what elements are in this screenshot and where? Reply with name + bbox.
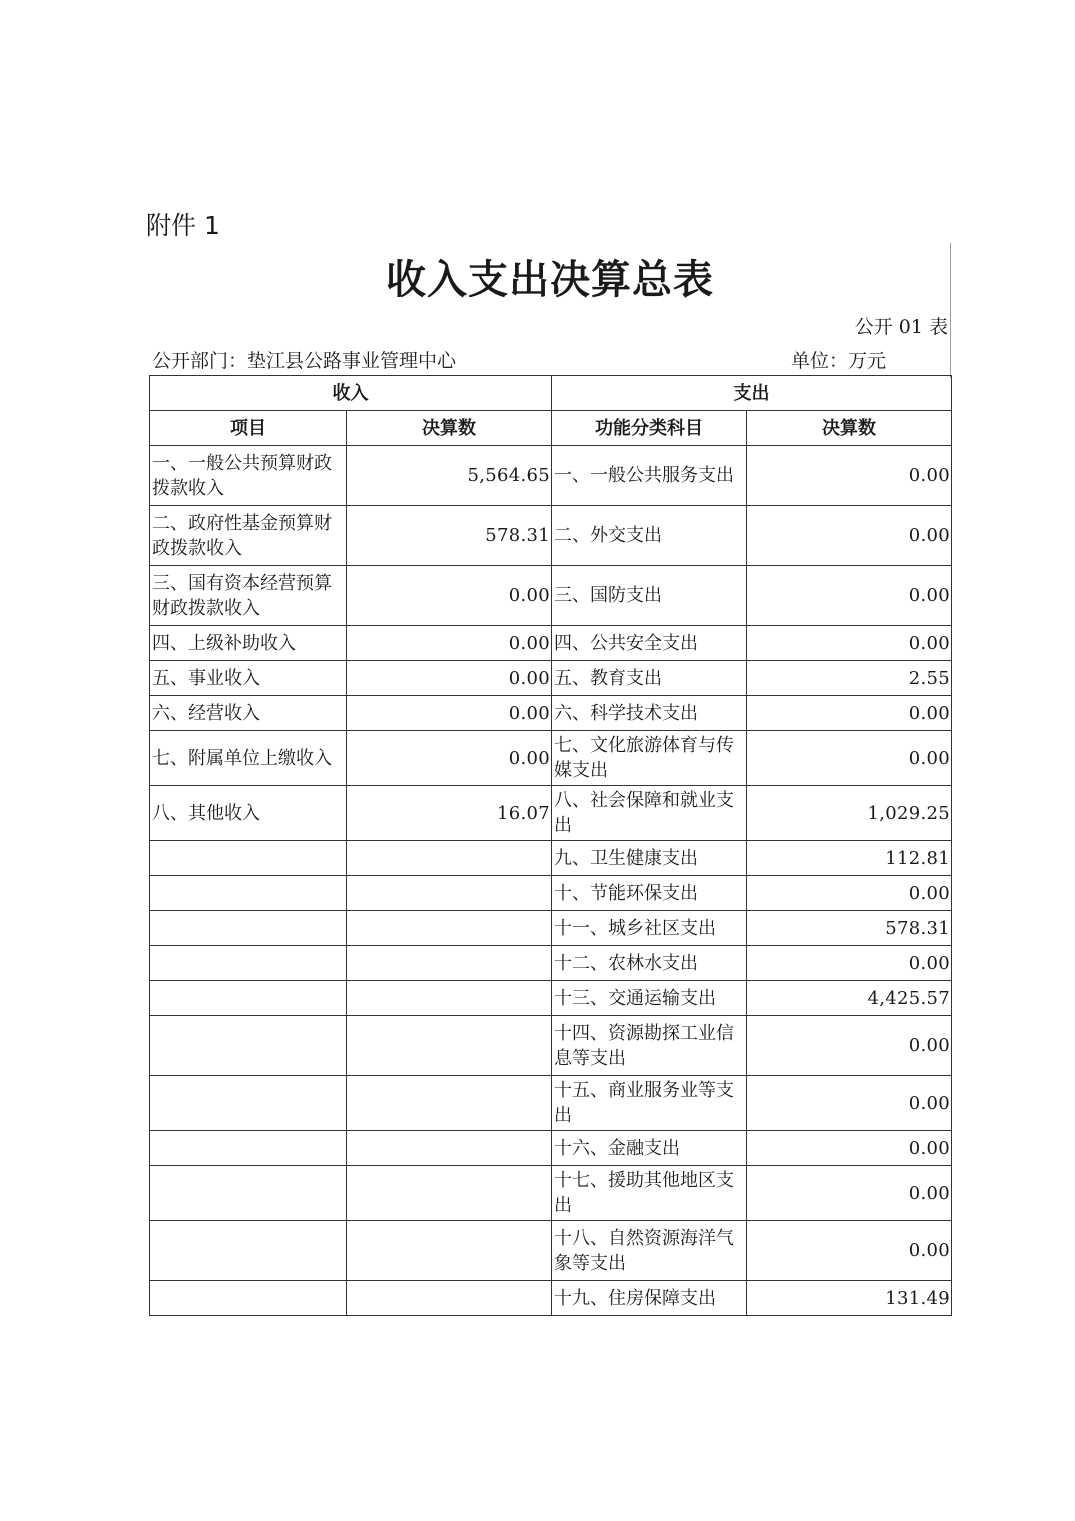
income-item-cell: 一、一般公共预算财政拨款收入 — [150, 446, 347, 506]
income-amount-cell — [347, 1281, 552, 1316]
income-amount-cell: 0.00 — [347, 696, 552, 731]
section-header-row — [150, 376, 952, 411]
income-amount-cell: 5,564.65 — [347, 446, 552, 506]
expense-item-cell: 十四、资源勘探工业信息等支出 — [552, 1016, 747, 1076]
expense-item-cell: 六、科学技术支出 — [552, 696, 747, 731]
income-item-cell — [150, 981, 347, 1016]
table-row — [150, 911, 952, 946]
income-item-cell — [150, 876, 347, 911]
expense-item-cell: 十三、交通运输支出 — [552, 981, 747, 1016]
expense-amount-cell: 131.49 — [747, 1281, 952, 1316]
income-item-cell — [150, 1016, 347, 1076]
income-amount-cell — [347, 1016, 552, 1076]
table-row — [150, 566, 952, 626]
expense-amount-cell: 1,029.25 — [747, 786, 952, 841]
expense-item-cell: 十、节能环保支出 — [552, 876, 747, 911]
income-amount-cell — [347, 981, 552, 1016]
income-amount-cell — [347, 1131, 552, 1166]
expense-amount-cell: 0.00 — [747, 946, 952, 981]
income-amount-cell — [347, 841, 552, 876]
income-amount-cell — [347, 911, 552, 946]
income-item-cell: 二、政府性基金预算财政拨款收入 — [150, 506, 347, 566]
table-row — [150, 841, 952, 876]
income-amount-cell: 16.07 — [347, 786, 552, 841]
income-item-cell: 五、事业收入 — [150, 661, 347, 696]
table-row — [150, 506, 952, 566]
attachment-label: 附件 1 — [146, 211, 220, 240]
expense-amount-cell: 112.81 — [747, 841, 952, 876]
right-border-line — [950, 243, 951, 378]
function-subject-column-header: 功能分类科目 — [552, 411, 747, 446]
table-row — [150, 661, 952, 696]
income-amount-cell — [347, 1076, 552, 1131]
expense-item-cell: 十一、城乡社区支出 — [552, 911, 747, 946]
income-item-cell — [150, 1131, 347, 1166]
expense-item-cell: 十六、金融支出 — [552, 1131, 747, 1166]
income-item-cell: 四、上级补助收入 — [150, 626, 347, 661]
expense-amount-cell: 0.00 — [747, 696, 952, 731]
income-section-header: 收入 — [150, 376, 552, 411]
table-row — [150, 1016, 952, 1076]
income-item-cell — [150, 1221, 347, 1281]
expense-amount-cell: 578.31 — [747, 911, 952, 946]
income-amount-cell — [347, 1221, 552, 1281]
expense-item-cell: 十二、农林水支出 — [552, 946, 747, 981]
table-row — [150, 1166, 952, 1221]
expense-item-cell: 十五、商业服务业等支出 — [552, 1076, 747, 1131]
income-item-cell: 六、经营收入 — [150, 696, 347, 731]
income-amount-cell: 0.00 — [347, 661, 552, 696]
income-item-cell: 八、其他收入 — [150, 786, 347, 841]
unit-label: 单位：万元 — [791, 350, 887, 372]
expense-item-cell: 四、公共安全支出 — [552, 626, 747, 661]
table-row — [150, 731, 952, 786]
table-row — [150, 876, 952, 911]
income-amount-cell: 0.00 — [347, 566, 552, 626]
expense-amount-cell: 0.00 — [747, 1076, 952, 1131]
expense-amount-column-header: 决算数 — [747, 411, 952, 446]
expense-amount-cell: 0.00 — [747, 446, 952, 506]
table-code: 公开 01 表 — [854, 316, 948, 338]
expense-item-cell: 三、国防支出 — [552, 566, 747, 626]
table-row — [150, 1131, 952, 1166]
income-item-cell — [150, 1076, 347, 1131]
expense-amount-cell: 0.00 — [747, 1221, 952, 1281]
table-row — [150, 1076, 952, 1131]
expense-section-header: 支出 — [552, 376, 952, 411]
expense-item-cell: 十八、自然资源海洋气象等支出 — [552, 1221, 747, 1281]
table-row — [150, 1221, 952, 1281]
table-row — [150, 946, 952, 981]
expense-amount-cell: 0.00 — [747, 626, 952, 661]
expense-amount-cell: 0.00 — [747, 1131, 952, 1166]
income-amount-cell — [347, 1166, 552, 1221]
expense-item-cell: 七、文化旅游体育与传媒支出 — [552, 731, 747, 786]
income-item-cell: 七、附属单位上缴收入 — [150, 731, 347, 786]
department-label: 公开部门：垫江县公路事业管理中心 — [152, 350, 457, 372]
expense-amount-cell: 0.00 — [747, 566, 952, 626]
expense-amount-cell: 0.00 — [747, 1016, 952, 1076]
income-amount-cell: 0.00 — [347, 731, 552, 786]
table-row — [150, 626, 952, 661]
income-item-cell — [150, 911, 347, 946]
income-item-cell — [150, 841, 347, 876]
expense-amount-cell: 0.00 — [747, 1166, 952, 1221]
expense-item-cell: 九、卫生健康支出 — [552, 841, 747, 876]
income-expense-table — [149, 375, 952, 1316]
expense-item-cell: 五、教育支出 — [552, 661, 747, 696]
income-item-cell — [150, 1281, 347, 1316]
expense-item-cell: 一、一般公共服务支出 — [552, 446, 747, 506]
income-amount-cell — [347, 946, 552, 981]
income-amount-cell — [347, 876, 552, 911]
column-header-row — [150, 411, 952, 446]
table-row — [150, 786, 952, 841]
income-item-cell — [150, 1166, 347, 1221]
expense-amount-cell: 0.00 — [747, 876, 952, 911]
expense-amount-cell: 2.55 — [747, 661, 952, 696]
income-amount-cell: 0.00 — [347, 626, 552, 661]
expense-item-cell: 十七、援助其他地区支出 — [552, 1166, 747, 1221]
expense-item-cell: 二、外交支出 — [552, 506, 747, 566]
expense-amount-cell: 4,425.57 — [747, 981, 952, 1016]
income-item-cell: 三、国有资本经营预算财政拨款收入 — [150, 566, 347, 626]
page-title: 收入支出决算总表 — [386, 256, 714, 303]
table-row — [150, 696, 952, 731]
income-amount-cell: 578.31 — [347, 506, 552, 566]
expense-item-cell: 八、社会保障和就业支出 — [552, 786, 747, 841]
table-row — [150, 446, 952, 506]
table-row — [150, 1281, 952, 1316]
expense-amount-cell: 0.00 — [747, 506, 952, 566]
expense-amount-cell: 0.00 — [747, 731, 952, 786]
item-column-header: 项目 — [150, 411, 347, 446]
income-item-cell — [150, 946, 347, 981]
income-amount-column-header: 决算数 — [347, 411, 552, 446]
expense-item-cell: 十九、住房保障支出 — [552, 1281, 747, 1316]
table-row — [150, 981, 952, 1016]
